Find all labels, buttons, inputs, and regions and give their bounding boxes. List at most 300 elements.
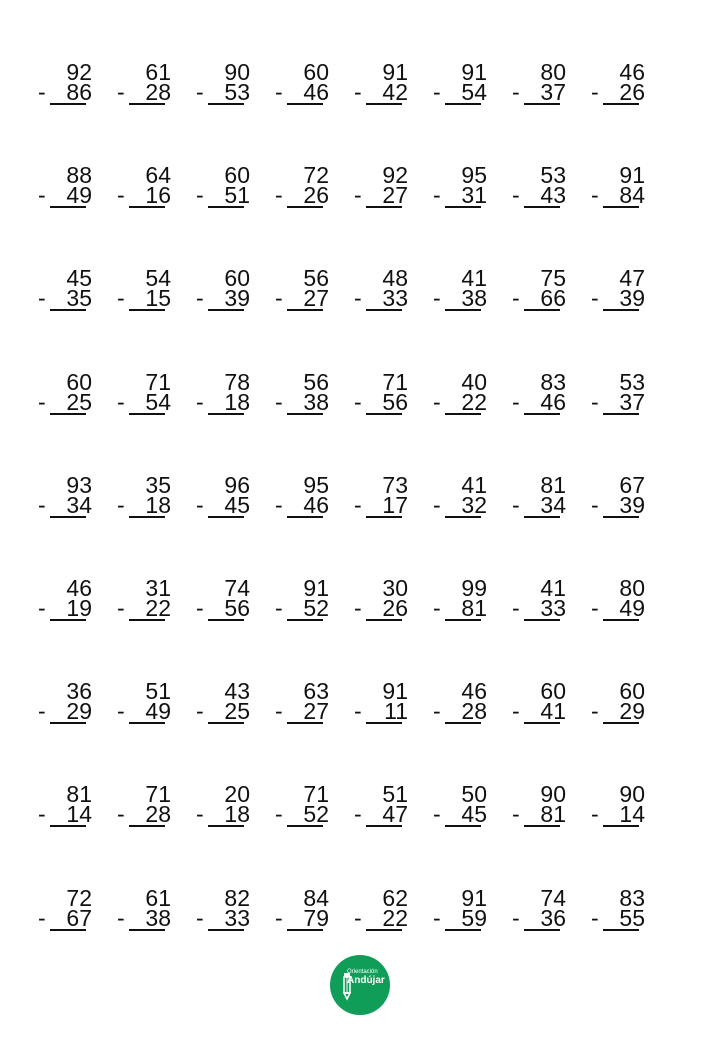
minuend: 61 [145,885,171,911]
subtrahend-row [352,183,412,207]
minuend: 81 [540,472,566,498]
subtraction-problem [431,266,491,316]
subtrahend: 29 [619,698,645,724]
subtraction-problem [194,576,254,626]
subtrahend-row [194,286,254,310]
minus-sign: - [433,595,441,621]
subtraction-problem [273,886,333,936]
minuend: 74 [224,575,250,601]
subtrahend: 19 [66,595,92,621]
subtrahend-row [273,906,333,930]
minus-sign: - [433,905,441,931]
minus-sign: - [354,595,362,621]
minuend: 92 [382,162,408,188]
subtrahend-row [194,699,254,723]
subtrahend: 37 [540,79,566,105]
minuend: 46 [619,59,645,85]
subtrahend-row [194,906,254,930]
answer-line [445,413,481,415]
minus-sign: - [38,698,46,724]
minuend: 91 [382,678,408,704]
subtrahend: 38 [461,285,487,311]
subtrahend-row [352,390,412,414]
subtrahend: 37 [619,389,645,415]
subtrahend: 67 [66,905,92,931]
answer-line [287,722,323,724]
minuend: 56 [303,369,329,395]
answer-line [603,103,639,105]
minuend: 96 [224,472,250,498]
minuend: 60 [303,59,329,85]
minuend: 71 [145,781,171,807]
subtrahend-row [194,802,254,826]
subtrahend: 81 [540,801,566,827]
subtraction-problem [510,370,570,420]
minus-sign: - [38,801,46,827]
minus-sign: - [196,79,204,105]
subtraction-problem [115,886,175,936]
subtrahend-row [431,596,491,620]
subtrahend: 36 [540,905,566,931]
minuend: 60 [224,265,250,291]
subtrahend-row [36,596,96,620]
answer-line [366,516,402,518]
subtraction-problem [510,163,570,213]
minuend: 80 [540,59,566,85]
answer-line [445,619,481,621]
subtraction-problem [194,782,254,832]
subtraction-problem [115,266,175,316]
answer-line [603,309,639,311]
minuend: 91 [303,575,329,601]
subtrahend: 42 [382,79,408,105]
subtraction-problem [36,163,96,213]
minus-sign: - [117,905,125,931]
subtrahend-row [510,802,570,826]
subtrahend-row [510,80,570,104]
subtrahend: 22 [145,595,171,621]
subtrahend-row [352,80,412,104]
minuend: 75 [540,265,566,291]
minus-sign: - [117,698,125,724]
subtrahend: 55 [619,905,645,931]
answer-line [129,413,165,415]
subtrahend-row [431,906,491,930]
minuend: 56 [303,265,329,291]
minuend: 83 [619,885,645,911]
subtrahend-row [431,286,491,310]
answer-line [524,929,560,931]
answer-line [603,619,639,621]
subtraction-problem [115,370,175,420]
minuend: 45 [66,265,92,291]
minuend: 91 [461,885,487,911]
subtrahend-row [431,802,491,826]
minus-sign: - [433,285,441,311]
minus-sign: - [591,698,599,724]
subtrahend-row [352,286,412,310]
subtraction-problem [589,473,649,523]
minuend: 99 [461,575,487,601]
answer-line [524,516,560,518]
subtraction-problem [36,782,96,832]
answer-line [524,413,560,415]
subtraction-problem [589,782,649,832]
minus-sign: - [591,905,599,931]
subtrahend: 26 [303,182,329,208]
subtraction-problem [352,576,412,626]
subtrahend: 52 [303,595,329,621]
subtraction-problem [589,163,649,213]
subtraction-problem [352,679,412,729]
minuend: 47 [619,265,645,291]
subtrahend-row [273,493,333,517]
subtraction-problem [273,473,333,523]
minuend: 43 [224,678,250,704]
subtrahend-row [115,699,175,723]
subtrahend-row [273,802,333,826]
subtrahend-row [510,699,570,723]
subtrahend: 18 [145,492,171,518]
minus-sign: - [38,492,46,518]
minus-sign: - [117,182,125,208]
answer-line [524,722,560,724]
subtrahend-row [115,183,175,207]
subtrahend: 86 [66,79,92,105]
minuend: 78 [224,369,250,395]
minus-sign: - [275,698,283,724]
subtrahend-row [273,596,333,620]
answer-line [50,722,86,724]
minuend: 50 [461,781,487,807]
subtraction-problem [194,60,254,110]
minus-sign: - [354,801,362,827]
minuend: 48 [382,265,408,291]
minus-sign: - [512,182,520,208]
subtrahend-row [36,493,96,517]
subtrahend: 54 [461,79,487,105]
subtrahend: 32 [461,492,487,518]
minus-sign: - [591,801,599,827]
subtrahend: 25 [224,698,250,724]
subtrahend: 45 [224,492,250,518]
subtrahend: 17 [382,492,408,518]
subtraction-problem [115,782,175,832]
answer-line [129,206,165,208]
subtrahend: 41 [540,698,566,724]
subtraction-problem [36,266,96,316]
minus-sign: - [196,698,204,724]
subtrahend: 84 [619,182,645,208]
minus-sign: - [433,182,441,208]
answer-line [50,413,86,415]
subtrahend: 26 [619,79,645,105]
answer-line [524,309,560,311]
subtrahend-row [36,183,96,207]
answer-line [129,929,165,931]
subtrahend: 28 [145,801,171,827]
subtrahend-row [273,183,333,207]
answer-line [208,413,244,415]
subtraction-problem [352,370,412,420]
subtraction-problem [36,370,96,420]
subtraction-problem [194,679,254,729]
minus-sign: - [117,492,125,518]
answer-line [287,206,323,208]
minus-sign: - [38,905,46,931]
subtrahend: 43 [540,182,566,208]
subtrahend: 56 [224,595,250,621]
minus-sign: - [117,595,125,621]
answer-line [445,516,481,518]
minus-sign: - [196,801,204,827]
subtrahend: 56 [382,389,408,415]
answer-line [287,516,323,518]
logo-text-line1: Orientación [347,969,378,975]
subtraction-problem [352,60,412,110]
answer-line [287,413,323,415]
subtrahend: 66 [540,285,566,311]
subtrahend-row [589,906,649,930]
minuend: 67 [619,472,645,498]
subtrahend: 39 [619,492,645,518]
subtrahend-row [36,699,96,723]
subtraction-problem [431,473,491,523]
subtrahend: 45 [461,801,487,827]
subtrahend-row [115,906,175,930]
subtrahend: 52 [303,801,329,827]
subtraction-problem [36,679,96,729]
minus-sign: - [433,492,441,518]
answer-line [603,929,639,931]
subtraction-problem [194,163,254,213]
minuend: 82 [224,885,250,911]
answer-line [445,103,481,105]
answer-line [366,722,402,724]
minus-sign: - [512,492,520,518]
answer-line [287,103,323,105]
subtraction-problem [352,473,412,523]
subtraction-problem [115,473,175,523]
answer-line [50,206,86,208]
subtrahend: 16 [145,182,171,208]
subtrahend: 26 [382,595,408,621]
minus-sign: - [275,285,283,311]
subtraction-problem [194,370,254,420]
minus-sign: - [196,285,204,311]
minuend: 92 [66,59,92,85]
minuend: 81 [66,781,92,807]
minus-sign: - [275,905,283,931]
subtrahend: 39 [619,285,645,311]
answer-line [603,825,639,827]
subtrahend-row [510,493,570,517]
minuend: 53 [540,162,566,188]
minus-sign: - [591,595,599,621]
minus-sign: - [591,79,599,105]
subtrahend-row [352,596,412,620]
minus-sign: - [354,698,362,724]
answer-line [208,825,244,827]
minuend: 41 [461,472,487,498]
subtraction-problem [115,679,175,729]
minus-sign: - [512,595,520,621]
subtrahend: 18 [224,389,250,415]
subtraction-problem [510,60,570,110]
answer-line [287,929,323,931]
answer-line [208,929,244,931]
subtrahend-row [510,390,570,414]
minus-sign: - [591,285,599,311]
answer-line [129,516,165,518]
subtrahend: 49 [66,182,92,208]
subtrahend-row [115,596,175,620]
subtrahend-row [273,390,333,414]
minuend: 84 [303,885,329,911]
subtrahend: 53 [224,79,250,105]
subtrahend: 22 [382,905,408,931]
subtrahend: 34 [66,492,92,518]
minuend: 46 [461,678,487,704]
subtraction-problem [431,60,491,110]
subtrahend: 51 [224,182,250,208]
minus-sign: - [354,79,362,105]
minuend: 90 [540,781,566,807]
answer-line [50,825,86,827]
minus-sign: - [591,389,599,415]
subtrahend-row [352,906,412,930]
minuend: 74 [540,885,566,911]
minuend: 62 [382,885,408,911]
subtrahend-row [510,906,570,930]
subtraction-problem [589,266,649,316]
answer-line [50,516,86,518]
minuend: 80 [619,575,645,601]
subtrahend-row [510,596,570,620]
minuend: 90 [619,781,645,807]
minus-sign: - [275,182,283,208]
subtrahend-row [115,80,175,104]
minus-sign: - [433,801,441,827]
minuend: 53 [619,369,645,395]
minuend: 83 [540,369,566,395]
minuend: 54 [145,265,171,291]
subtrahend-row [352,493,412,517]
minus-sign: - [38,285,46,311]
subtrahend-row [431,493,491,517]
subtraction-problem [352,266,412,316]
answer-line [208,722,244,724]
minuend: 41 [540,575,566,601]
subtrahend-row [589,596,649,620]
minus-sign: - [512,905,520,931]
subtrahend: 27 [303,698,329,724]
subtraction-problem [510,886,570,936]
subtrahend: 79 [303,905,329,931]
subtrahend-row [352,802,412,826]
subtraction-problem [510,473,570,523]
subtrahend-row [431,699,491,723]
minus-sign: - [591,182,599,208]
subtraction-problem [510,782,570,832]
subtrahend-row [36,80,96,104]
subtrahend: 14 [619,801,645,827]
subtrahend-row [36,802,96,826]
minus-sign: - [117,801,125,827]
minuend: 51 [382,781,408,807]
subtrahend: 31 [461,182,487,208]
answer-line [50,929,86,931]
answer-line [129,722,165,724]
subtraction-problem [589,576,649,626]
minus-sign: - [275,79,283,105]
answer-line [524,825,560,827]
minuend: 51 [145,678,171,704]
minuend: 63 [303,678,329,704]
subtraction-problem [115,60,175,110]
subtraction-problem [431,576,491,626]
subtrahend: 46 [303,492,329,518]
minus-sign: - [38,595,46,621]
subtrahend-row [589,80,649,104]
subtrahend: 33 [540,595,566,621]
answer-line [524,206,560,208]
answer-line [366,929,402,931]
minuend: 40 [461,369,487,395]
subtraction-problem [194,473,254,523]
answer-line [129,309,165,311]
answer-line [603,722,639,724]
subtrahend: 39 [224,285,250,311]
minus-sign: - [275,595,283,621]
subtrahend-row [115,286,175,310]
minus-sign: - [512,801,520,827]
subtrahend: 25 [66,389,92,415]
subtrahend-row [115,802,175,826]
answer-line [366,103,402,105]
minuend: 93 [66,472,92,498]
minuend: 60 [619,678,645,704]
subtrahend: 34 [540,492,566,518]
answer-line [129,103,165,105]
subtraction-problem [589,60,649,110]
minus-sign: - [512,79,520,105]
subtrahend-row [194,596,254,620]
minuend: 31 [145,575,171,601]
subtrahend: 38 [145,905,171,931]
minuend: 95 [303,472,329,498]
answer-line [366,825,402,827]
minuend: 64 [145,162,171,188]
subtrahend-row [431,390,491,414]
answer-line [50,309,86,311]
subtraction-problem [352,163,412,213]
subtraction-problem [194,886,254,936]
answer-line [287,619,323,621]
minus-sign: - [433,79,441,105]
subtraction-problem [36,886,96,936]
subtraction-problem [510,576,570,626]
answer-line [445,825,481,827]
answer-line [287,309,323,311]
answer-line [208,103,244,105]
minuend: 41 [461,265,487,291]
minuend: 35 [145,472,171,498]
minuend: 20 [224,781,250,807]
subtraction-problem [273,163,333,213]
minuend: 71 [145,369,171,395]
minuend: 60 [540,678,566,704]
